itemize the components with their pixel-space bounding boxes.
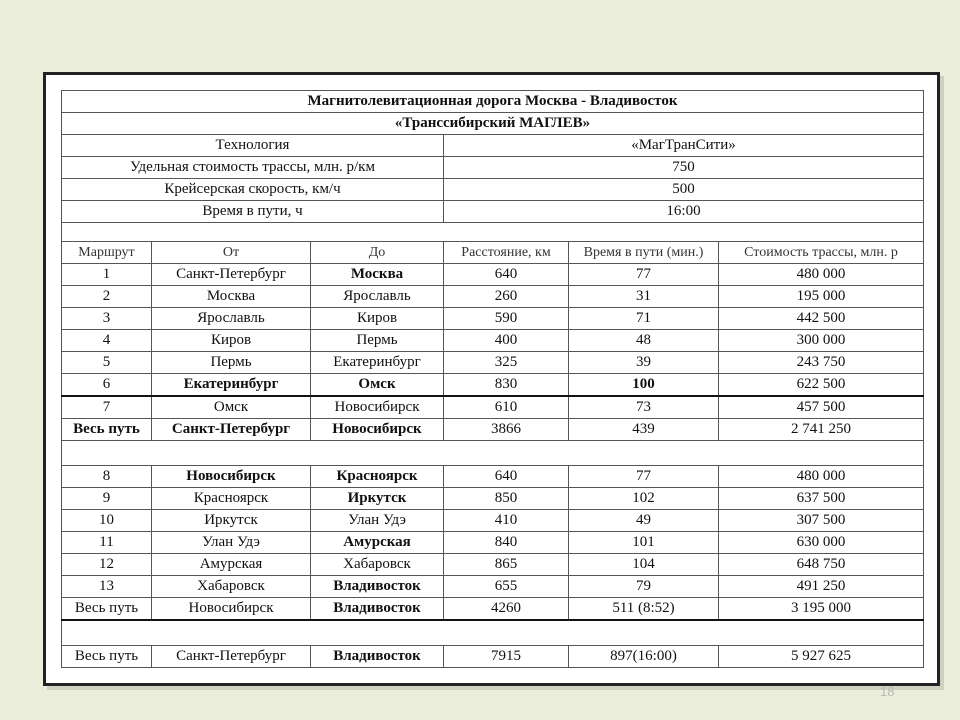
slide-page-number: 18 [880, 684, 895, 699]
cell-from: Амурская [152, 554, 311, 576]
cell-to: Иркутск [311, 488, 444, 510]
cell-from: Москва [152, 286, 311, 308]
cell-cost: 5 927 625 [719, 646, 924, 668]
cell-from: Хабаровск [152, 576, 311, 598]
cell-cost: 630 000 [719, 532, 924, 554]
cell-from: Красноярск [152, 488, 311, 510]
total-row [62, 419, 924, 441]
cell-to: Владивосток [311, 598, 444, 621]
cell-route: Весь путь [62, 419, 152, 441]
param-row [62, 179, 924, 201]
cell-route: Весь путь [62, 646, 152, 668]
cell-route: 3 [62, 308, 152, 330]
cell-route: 10 [62, 510, 152, 532]
param-label: Технология [62, 135, 444, 157]
cell-route: 9 [62, 488, 152, 510]
cell-from: Екатеринбург [152, 374, 311, 397]
col-header-distance: Расстояние, км [444, 242, 569, 264]
table-row [62, 286, 924, 308]
cell-time: 48 [569, 330, 719, 352]
table-sheet [43, 72, 940, 686]
cell-from: Санкт-Петербург [152, 646, 311, 668]
cell-cost: 480 000 [719, 264, 924, 286]
header-row [62, 242, 924, 264]
cell-time: 73 [569, 396, 719, 419]
spacer-row [62, 441, 924, 466]
cell-distance: 610 [444, 396, 569, 419]
cell-cost: 307 500 [719, 510, 924, 532]
param-label: Время в пути, ч [62, 201, 444, 223]
cell-time: 71 [569, 308, 719, 330]
table-row [62, 396, 924, 419]
cell-to: Улан Удэ [311, 510, 444, 532]
cell-to: Екатеринбург [311, 352, 444, 374]
cell-distance: 4260 [444, 598, 569, 621]
cell-cost: 243 750 [719, 352, 924, 374]
cell-from: Ярославль [152, 308, 311, 330]
cell-to: Хабаровск [311, 554, 444, 576]
cell-from: Санкт-Петербург [152, 419, 311, 441]
cell-distance: 325 [444, 352, 569, 374]
cell-route: 13 [62, 576, 152, 598]
table-row [62, 488, 924, 510]
cell-from: Пермь [152, 352, 311, 374]
cell-route: 6 [62, 374, 152, 397]
cell-route: 1 [62, 264, 152, 286]
param-row [62, 135, 924, 157]
table-title: Магнитолевитационная дорога Москва - Владивосток [62, 91, 924, 113]
cell-time: 79 [569, 576, 719, 598]
cell-route: 8 [62, 466, 152, 488]
total-row [62, 646, 924, 668]
cell-cost: 480 000 [719, 466, 924, 488]
cell-distance: 640 [444, 466, 569, 488]
cell-distance: 400 [444, 330, 569, 352]
empty-cell [62, 441, 924, 466]
cell-route: 2 [62, 286, 152, 308]
cell-distance: 410 [444, 510, 569, 532]
param-row [62, 201, 924, 223]
table-row [62, 466, 924, 488]
cell-cost: 491 250 [719, 576, 924, 598]
cell-time: 511 (8:52) [569, 598, 719, 621]
cell-time: 77 [569, 264, 719, 286]
cell-distance: 655 [444, 576, 569, 598]
cell-to: Владивосток [311, 646, 444, 668]
cell-route: 5 [62, 352, 152, 374]
cell-route: 11 [62, 532, 152, 554]
param-value: 500 [444, 179, 924, 201]
table-row [62, 532, 924, 554]
table-subtitle: «Транссибирский МАГЛЕВ» [62, 113, 924, 135]
table-row [62, 554, 924, 576]
cell-distance: 865 [444, 554, 569, 576]
table-row [62, 576, 924, 598]
cell-to: Москва [311, 264, 444, 286]
cell-route: Весь путь [62, 598, 152, 621]
cell-cost: 457 500 [719, 396, 924, 419]
cell-distance: 590 [444, 308, 569, 330]
param-row [62, 157, 924, 179]
empty-cell [62, 223, 924, 242]
param-label: Крейсерская скорость, км/ч [62, 179, 444, 201]
param-value: 750 [444, 157, 924, 179]
col-header-cost: Стоимость трассы, млн. р [719, 242, 924, 264]
col-header-route: Маршрут [62, 242, 152, 264]
cell-to: Пермь [311, 330, 444, 352]
cell-from: Омск [152, 396, 311, 419]
cell-cost: 442 500 [719, 308, 924, 330]
title-row-1 [62, 91, 924, 113]
cell-distance: 640 [444, 264, 569, 286]
cell-distance: 840 [444, 532, 569, 554]
total-row [62, 598, 924, 621]
cell-to: Амурская [311, 532, 444, 554]
cell-cost: 648 750 [719, 554, 924, 576]
cell-cost: 622 500 [719, 374, 924, 397]
cell-time: 49 [569, 510, 719, 532]
cell-to: Красноярск [311, 466, 444, 488]
cell-time: 31 [569, 286, 719, 308]
cell-to: Омск [311, 374, 444, 397]
cell-cost: 195 000 [719, 286, 924, 308]
cell-distance: 850 [444, 488, 569, 510]
cell-time: 39 [569, 352, 719, 374]
cell-time: 77 [569, 466, 719, 488]
param-label: Удельная стоимость трассы, млн. р/км [62, 157, 444, 179]
param-value: «МагТранСити» [444, 135, 924, 157]
cell-from: Новосибирск [152, 598, 311, 621]
table-row [62, 264, 924, 286]
param-value: 16:00 [444, 201, 924, 223]
cell-to: Новосибирск [311, 396, 444, 419]
cell-cost: 300 000 [719, 330, 924, 352]
cell-cost: 2 741 250 [719, 419, 924, 441]
cell-time: 439 [569, 419, 719, 441]
cell-time: 101 [569, 532, 719, 554]
table-row [62, 352, 924, 374]
cell-distance: 7915 [444, 646, 569, 668]
cell-from: Иркутск [152, 510, 311, 532]
cell-from: Улан Удэ [152, 532, 311, 554]
cell-time: 100 [569, 374, 719, 397]
col-header-time: Время в пути (мин.) [569, 242, 719, 264]
cell-distance: 260 [444, 286, 569, 308]
empty-cell [62, 620, 924, 646]
cell-to: Владивосток [311, 576, 444, 598]
col-header-from: От [152, 242, 311, 264]
spacer-row [62, 620, 924, 646]
table-row [62, 308, 924, 330]
spacer-row [62, 223, 924, 242]
cell-cost: 3 195 000 [719, 598, 924, 621]
cell-from: Новосибирск [152, 466, 311, 488]
title-row-2 [62, 113, 924, 135]
cell-from: Киров [152, 330, 311, 352]
cell-from: Санкт-Петербург [152, 264, 311, 286]
maglev-table [61, 90, 924, 668]
table-row [62, 510, 924, 532]
cell-route: 4 [62, 330, 152, 352]
cell-distance: 3866 [444, 419, 569, 441]
cell-to: Ярославль [311, 286, 444, 308]
cell-to: Киров [311, 308, 444, 330]
cell-time: 897(16:00) [569, 646, 719, 668]
table-row [62, 374, 924, 397]
cell-route: 12 [62, 554, 152, 576]
cell-time: 104 [569, 554, 719, 576]
cell-time: 102 [569, 488, 719, 510]
cell-cost: 637 500 [719, 488, 924, 510]
table-row [62, 330, 924, 352]
cell-to: Новосибирск [311, 419, 444, 441]
slide-top-band [0, 0, 960, 72]
cell-route: 7 [62, 396, 152, 419]
cell-distance: 830 [444, 374, 569, 397]
col-header-to: До [311, 242, 444, 264]
